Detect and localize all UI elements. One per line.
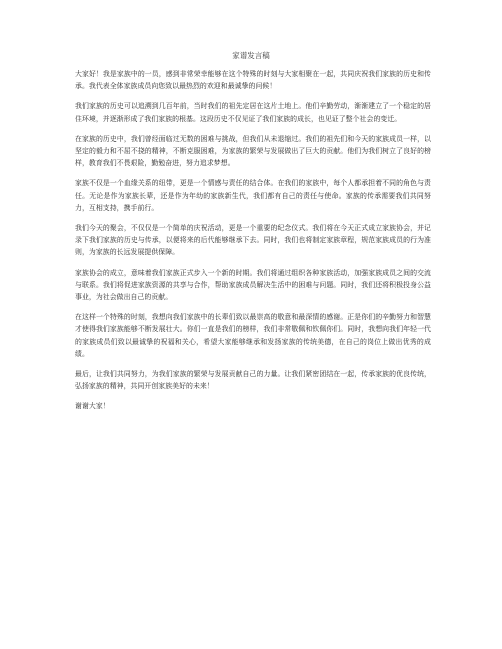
document-body bbox=[75, 68, 431, 421]
paragraph-greeting: 大家好！我是家族中的一员，感到非常荣幸能够在这个特殊的时刻与大家相聚在一起，共同庆祝我们家族的历史和传承。我代表全体家族成员向您致以最热烈的欢迎和最诚挚的问候！ bbox=[75, 70, 431, 91]
paragraph-family-history: 我们家族的历史可以追溯到几百年前，当时我们的祖先定居在这片土地上。他们辛勤劳动，渐渐建立了一个稳定的居住环境，并逐渐形成了我们家族的根基。这段历史不仅见证了我们家族的成长，也见证了整个社会的变迁。 bbox=[75, 102, 431, 123]
paragraph-closing: 最后，让我们共同努力，为我们家族的繁荣与发展贡献自己的力量。让我们紧密团结在一起，传承家族的优良传统，弘扬家族的精神，共同开创家族美好的未来！ bbox=[75, 370, 431, 391]
paragraph-gathering: 我们今天的聚会，不仅仅是一个简单的庆祝活动，更是一个重要的纪念仪式。我们将在今天正式成立家族协会，并记录下我们家族的历史与传承，以便将来的后代能够继承下去。同时，我们也将制定家族章程，规范家族成员的行为准则，为家族的长远发展提供保障。 bbox=[75, 224, 431, 257]
paragraph-responsibility: 家族不仅是一个血缘关系的纽带，更是一个情感与责任的结合体。在我们的家族中，每个人都承担着不同的角色与责任。无论是作为家族长辈，还是作为年幼的家族新生代，我们都有自己的责任与使命。家族的传承需要我们共同努力，互相支持，携手前行。 bbox=[75, 179, 431, 212]
paragraph-thanks: 谢谢大家！ bbox=[75, 402, 110, 411]
document-title: 家谱发言稿 bbox=[232, 51, 270, 60]
paragraph-gratitude: 在这样一个特殊的时刻，我想向我们家族中的长辈们致以最崇高的敬意和最深情的感谢。正是你们的辛勤努力和智慧才使得我们家族能够不断发展壮大。你们一直是我们的榜样，我们非常敬佩和钦佩你们。同时，我想向我们年轻一代的家族成员们致以最诚挚的祝福和关心，希望大家能够继承和发扬家族的传统美德，在自己的岗位上做出优秀的成绩。 bbox=[75, 313, 431, 358]
paragraph-challenges: 在家族的历史中，我们曾经面临过无数的困难与挑战，但我们从未退缩过。我们的祖先们和今天的家族成员一样，以坚定的毅力和不屈不挠的精神，不断克服困难，为家族的繁荣与发展做出了巨大的贡献。他们为我们树立了良好的榜样，教育我们不畏艰险，勤勉奋进，努力追求梦想。 bbox=[75, 134, 431, 168]
paragraph-association: 家族协会的成立，意味着我们家族正式步入一个新的时期。我们将通过组织各种家族活动，加强家族成员之间的交流与联系。我们将促进家族资源的共享与合作，帮助家族成员解决生活中的困难与问题。同时，我们还将积极投身公益事业，为社会做出自己的贡献。 bbox=[75, 268, 431, 302]
